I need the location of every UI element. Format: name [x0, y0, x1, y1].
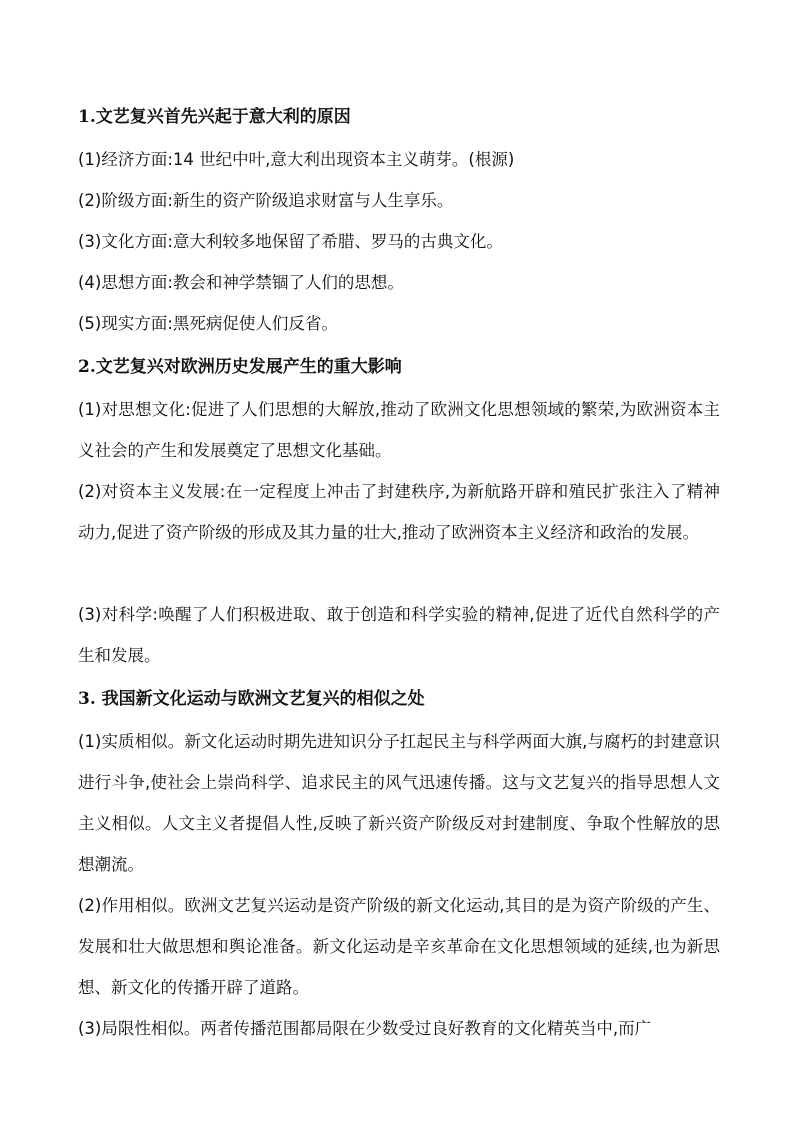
section-1-item-3: (3)文化方面:意大利较多地保留了希腊、罗马的古典文化。 [78, 232, 503, 251]
section-3-item-1: (1)实质相似。新文化运动时期先进知识分子扛起民主与科学两面大旗,与腐朽的封建意识进行斗争,使社会上崇尚科学、追求民主的风气迅速传播。这与文艺复兴的指导思想人文主义相似。人文主义者提倡人性,反映了新兴资产阶级反对封建制度、争取个性解放的思想潮流。 [78, 732, 720, 874]
section-2-item-1: (1)对思想文化:促进了人们思想的大解放,推动了欧洲文化思想领域的繁荣,为欧洲资本主义社会的产生和发展奠定了思想文化基础。 [78, 400, 720, 460]
section-1-item-2: (2)阶级方面:新生的资产阶级追求财富与人生享乐。 [78, 191, 454, 210]
section-3-item-2: (2)作用相似。欧洲文艺复兴运动是资产阶级的新文化运动,其目的是为资产阶级的产生、发展和壮大做思想和舆论准备。新文化运动是辛亥革命在文化思想领域的延续,也为新思想、新文化的传播开辟了道路。 [78, 896, 720, 997]
section-1-item-1: (1)经济方面:14 世纪中叶,意大利出现资本主义萌芽。(根源) [78, 150, 515, 169]
section-1-heading: 1.文艺复兴首先兴起于意大利的原因 [78, 107, 351, 127]
section-2-item-3: (3)对科学:唤醒了人们积极进取、敢于创造和科学实验的精神,促进了近代自然科学的产生和发展。 [78, 605, 720, 665]
section-1-item-4: (4)思想方面:教会和神学禁锢了人们的思想。 [78, 273, 404, 292]
section-2-item-2: (2)对资本主义发展:在一定程度上冲击了封建秩序,为新航路开辟和殖民扩张注入了精神动力,促进了资产阶级的形成及其力量的壮大,推动了欧洲资本主义经济和政治的发展。 [78, 482, 720, 542]
section-1-item-5: (5)现实方面:黑死病促使人们反省。 [78, 314, 338, 333]
section-3-heading: 3. 我国新文化运动与欧洲文艺复兴的相似之处 [78, 689, 425, 709]
section-2-heading: 2.文艺复兴对欧洲历史发展产生的重大影响 [78, 357, 402, 377]
section-3-item-3: (3)局限性相似。两者传播范围都局限在少数受过良好教育的文化精英当中,而广 [78, 1019, 652, 1038]
